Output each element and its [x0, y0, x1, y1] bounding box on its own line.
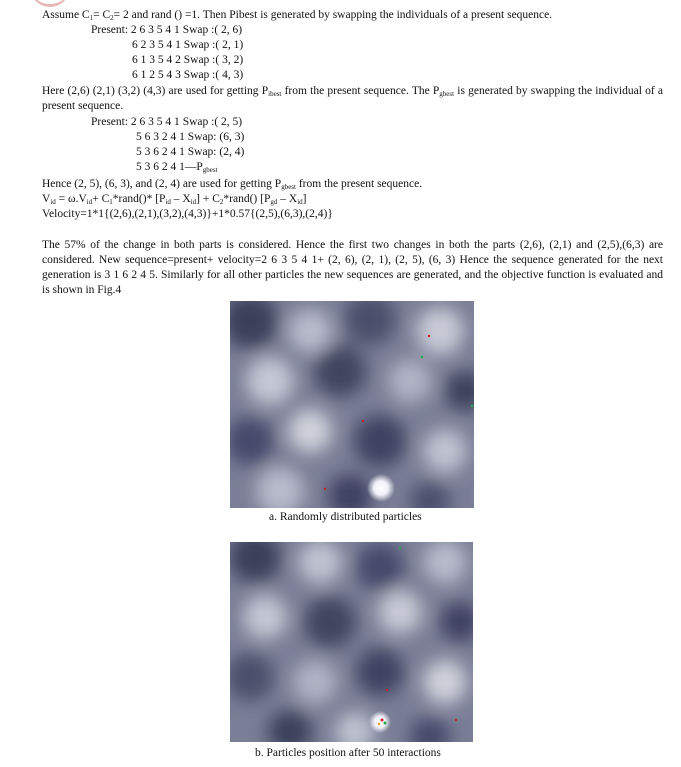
decorative-arc	[30, 0, 70, 7]
particle-green	[471, 405, 473, 407]
body-paragraph: The 57% of the change in both parts is considered. Hence the first two changes in both the parts (2,6), (2,1) and (2,5),(6,3) are considered. New sequence=present+ velocity=2 6 3 5 4 1+ (2, 6), (2, 1), (2, 5), (6, 3) Hence the sequence generated for the next generation is 3 1 6 2 4 5. Similarly for all other particles the new sequences are generated, and the objective function is evaluated and is shown in Fig.4	[42, 239, 663, 296]
best-particle-highlight	[369, 711, 391, 733]
final-sequence: 5 3 6 2 4 $1—P_{gbest}$	[136, 161, 218, 174]
figure-a-caption: a. Randomly distributed particles	[269, 511, 422, 523]
pibest-swap-row: Present: 2 6 3 5 4 1 Swap :( 2, 6)	[91, 24, 243, 36]
assume-line: Assume $C_1= C_2= 2$ and rand () =1. Then Pibest is generated by swapping the individuals of a present sequence.	[42, 9, 553, 22]
velocity-equation: $V_{id} = \omega.V_{id}+$ $C_1*rand()*$ $[P_{id} - X_{id}]$ + $C_2*rand()$ $[P_{gd} - X_{id}]$	[42, 193, 307, 206]
pgbest-swap-row: 5 3 6 2 4 1 Swap: (2, 4)	[136, 146, 245, 158]
particle-green	[384, 722, 387, 725]
figure-a-heatmap	[230, 301, 474, 508]
pibest-swap-row: 6 2 3 5 4 1 Swap :( 2, 1)	[132, 39, 244, 51]
pibest-swap-row: 6 1 2 5 4 3 Swap :( 4, 3)	[132, 69, 244, 81]
particle-green	[399, 547, 401, 549]
figure-a-svg	[230, 301, 474, 508]
figure-b-svg	[230, 542, 473, 742]
figure-b-heatmap	[230, 542, 473, 742]
pibest-swap-row: 6 1 3 5 4 2 Swap :( 3, 2)	[132, 54, 244, 66]
particle-green	[421, 356, 423, 358]
particle-red	[455, 719, 457, 721]
velocity-value: Velocity=1*1{(2,6),(2,1),(3,2),(4,3)}+1*0.57{(2,5),(6,3),(2,4)}	[42, 208, 333, 220]
best-particle-highlight	[367, 474, 395, 502]
pgbest-swap-row: 5 6 3 2 4 1 Swap: (6, 3)	[136, 131, 245, 143]
particle-red	[428, 335, 430, 337]
here-paragraph: Here (2,6) (2,1) (3,2) (4,3) are used for getting $P_{ibest}$ from the present sequence. The $P_{gbest}$ is generated by swapping the individual of a present sequence.	[42, 85, 663, 112]
figure-b-caption: b. Particles position after 50 interactions	[255, 747, 441, 759]
pgbest-swap-row: Present: 2 6 3 5 4 1 Swap :( 2, 5)	[91, 116, 243, 128]
hence-line: Hence (2, 5), (6, 3), and (2, 4) are used for getting $P_{gbest}$ from the present sequence.	[42, 178, 423, 191]
particle-red	[362, 420, 364, 422]
particle-red	[324, 488, 326, 490]
particle-red	[381, 719, 384, 722]
particle-red	[386, 689, 388, 691]
particle-orange	[378, 723, 380, 725]
